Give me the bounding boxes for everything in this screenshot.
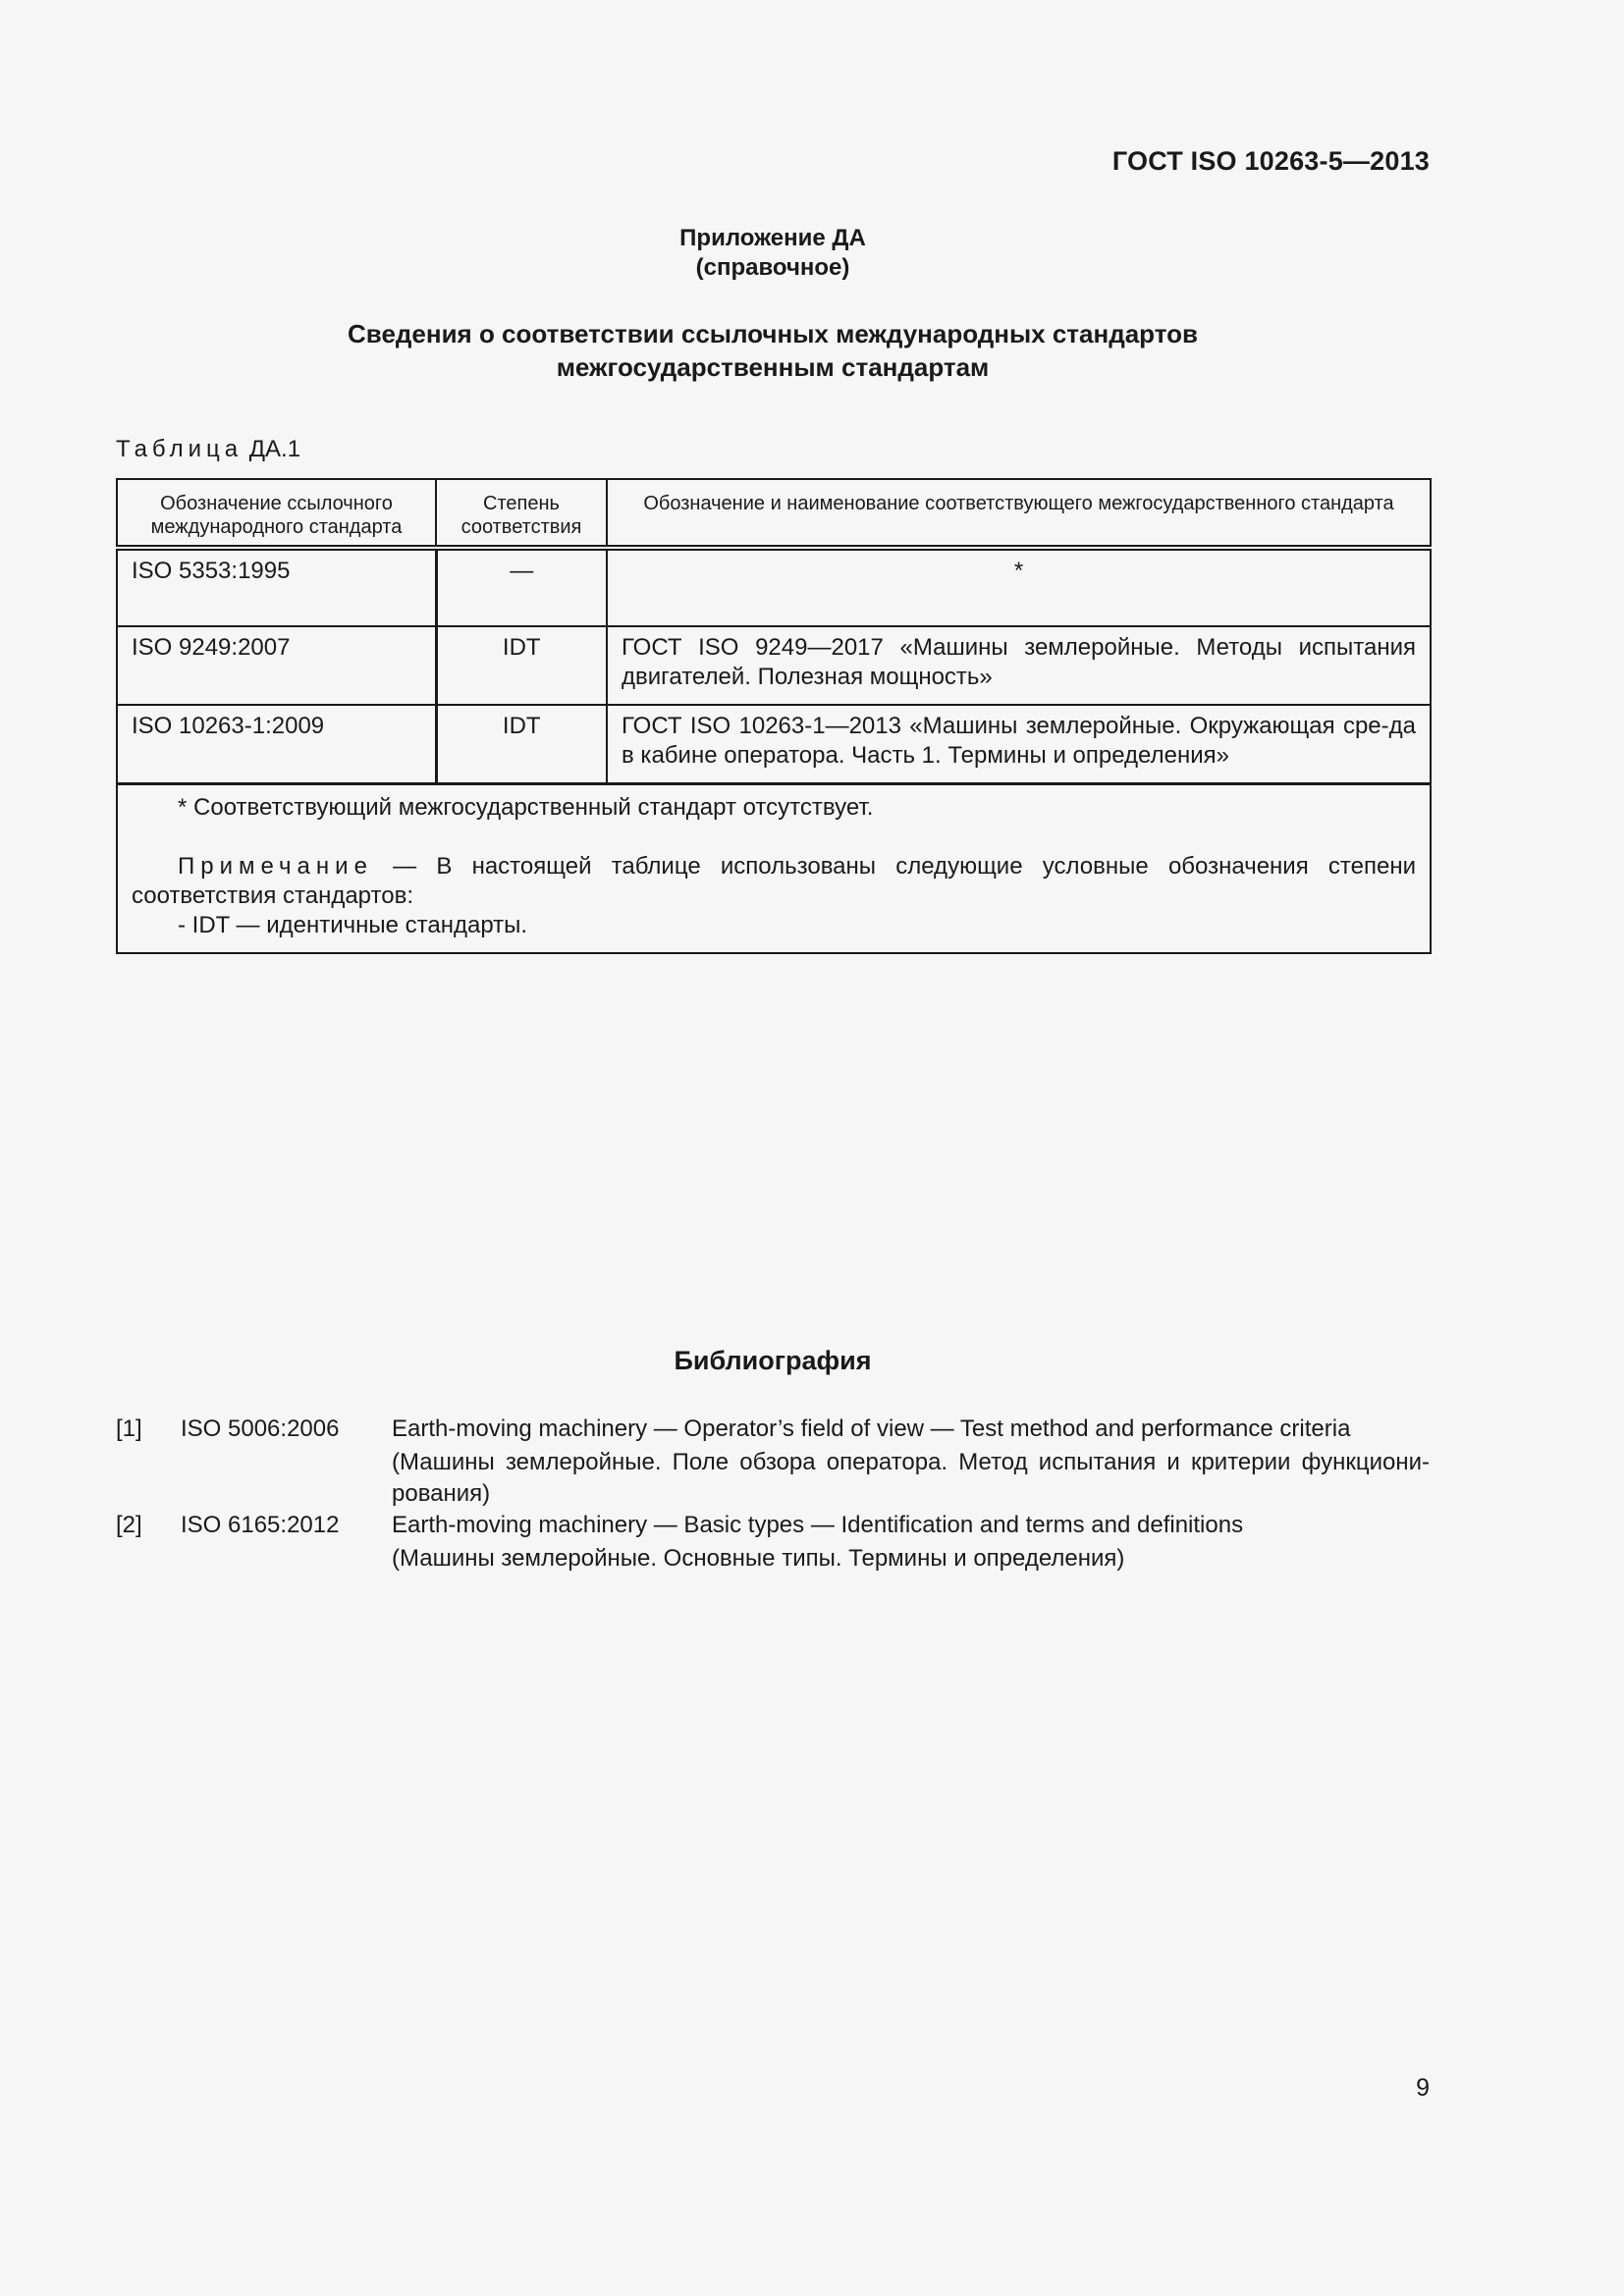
bibliography-entry-title-ru: (Машины землеройные. Основные типы. Термины и определения) [392,1545,1125,1572]
cell-degree: IDT [436,705,607,783]
cell-national: ГОСТ ISO 9249—2017 «Машины землеройные. Методы испытания двигателей. Полезная мощность» [607,626,1431,705]
table-caption [116,436,300,463]
table-row [117,548,1431,626]
bibliography-list [116,1414,1430,1575]
table-caption-id: ДА.1 [248,436,301,462]
header-cell-degree: Степень соответствия [436,479,607,548]
bibliography-title: Библиография [674,1346,872,1375]
cell-national: ГОСТ ISO 10263-1—2013 «Машины землеройные. Окружающая сре-да в кабине оператора. Часть 1. Термины и определения» [607,705,1431,783]
bibliography-entry [116,1510,1430,1575]
table-header-row [117,479,1431,548]
table-row [117,626,1431,705]
note-text: — В настоящей таблице использованы следующие условные обозначения степени соответствия стандартов: [132,852,1416,909]
note-label: Примечание [178,852,373,880]
cell-degree: IDT [436,626,607,705]
standards-correspondence-table [116,478,1432,954]
document-page [116,0,1430,2296]
bibliography-entry [116,1414,1430,1510]
table-row [117,705,1431,783]
cell-degree: — [436,548,607,626]
note-list-item: - IDT — идентичные стандарты. [178,911,528,938]
bibliography-entry-text [392,1510,1430,1575]
header-cell-national: Обозначение и наименование соответствующего межгосударственного стандарта [607,479,1431,548]
page-number: 9 [1416,2074,1430,2102]
table-note [132,852,1416,911]
cell-standard: ISO 9249:2007 [117,626,436,705]
bibliography-entry-title-en: Earth-moving machinery — Operator’s field of view — Test method and performance criteria [392,1415,1351,1442]
bibliography-entry-number: [1] [116,1415,142,1442]
bibliography-entry-title-en: Earth-moving machinery — Basic types — Identification and terms and definitions [392,1512,1244,1538]
table-note-cell [117,783,1431,953]
cell-national: * [607,548,1431,626]
cell-standard: ISO 5353:1995 [117,548,436,626]
bibliography-entry-title-ru: (Машины землеройные. Поле обзора оператора. Метод испытания и критерии функциони-рования) [392,1449,1430,1507]
document-id: ГОСТ ISO 10263-5—2013 [1111,146,1430,176]
table-footnote: * Соответствующий межгосударственный стандарт отсутствует. [178,793,874,821]
section-title-line1: Сведения о соответствии ссылочных международных стандартов [348,319,1198,348]
appendix-subtitle: (справочное) [695,254,850,281]
cell-standard: ISO 10263-1:2009 [117,705,436,783]
table-caption-word: Таблица [116,436,244,462]
section-title-line2: межгосударственным стандартам [556,352,990,382]
appendix-heading [116,224,1430,283]
header-cell-standard: Обозначение ссылочного международного стандарта [117,479,436,548]
bibliography-entry-code: ISO 6165:2012 [181,1512,340,1538]
section-title [116,317,1430,384]
appendix-title: Приложение ДА [679,225,866,251]
bibliography-entry-code: ISO 5006:2006 [181,1415,340,1442]
bibliography-entry-text [392,1414,1430,1510]
table-note-row [117,783,1431,953]
bibliography-entry-number: [2] [116,1512,142,1538]
